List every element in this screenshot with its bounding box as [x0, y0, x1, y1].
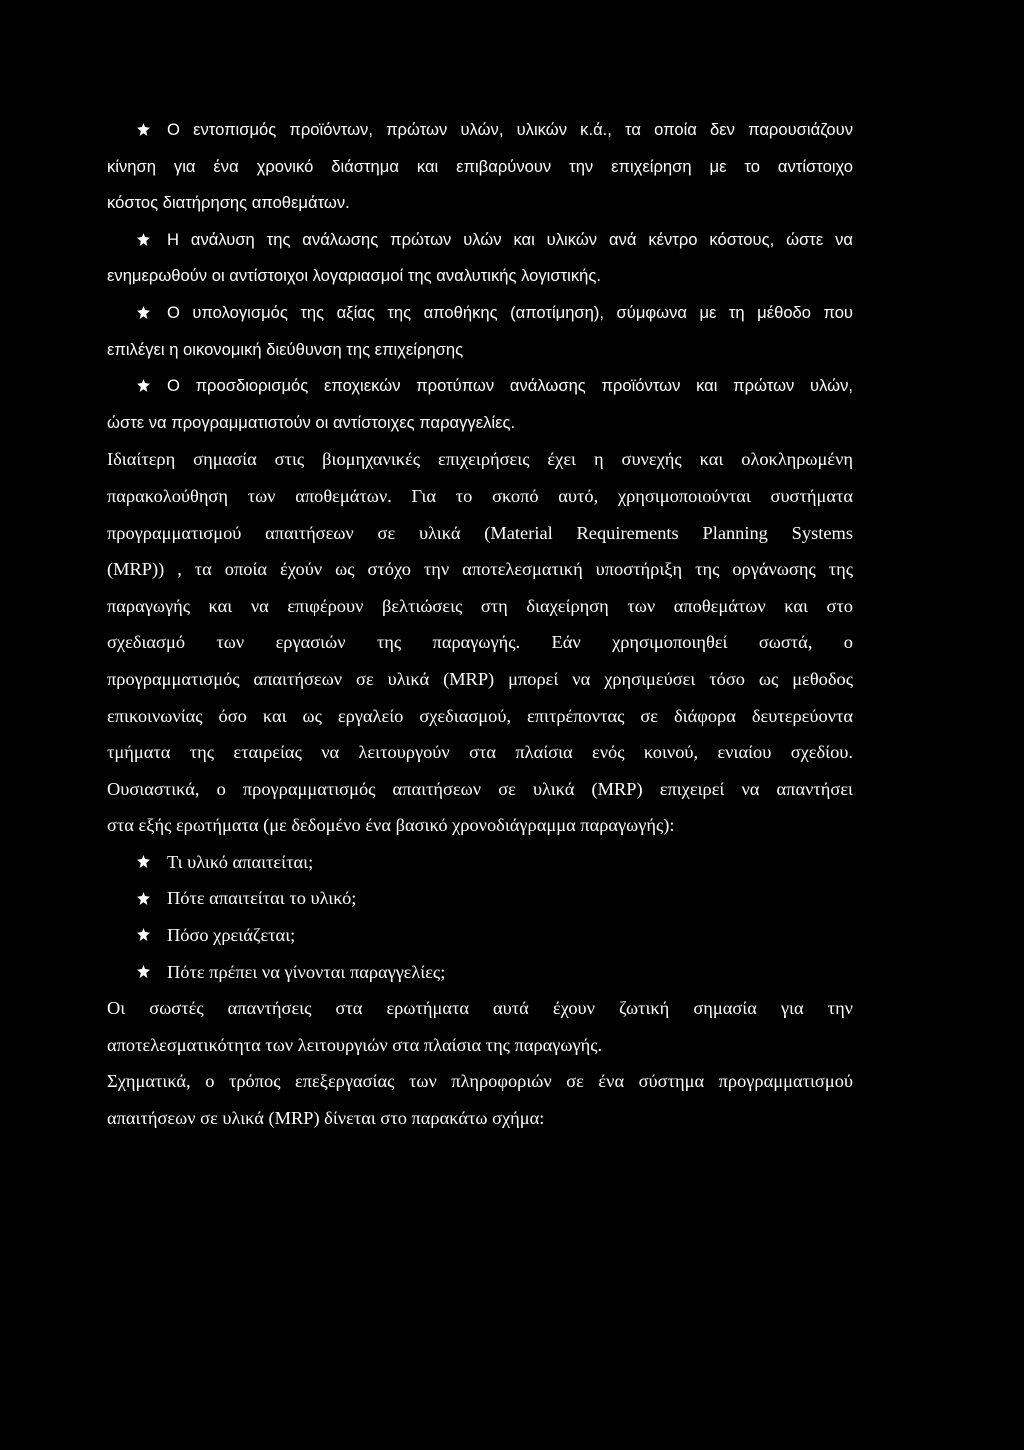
bullet-item-3-line-1: Ο υπολογισμός της αξίας της αποθήκης (αποτίμηση), σύμφωνα με τη μέθοδο που [107, 295, 853, 332]
paragraph-line: σχεδιασμό των εργασιών της παραγωγής. Εάν χρησιμοποιηθεί σωστά, ο [107, 632, 853, 653]
bullet-item-1-line-1: Ο εντοπισμός προϊόντων, πρώτων υλών, υλικών κ.ά., τα οποία δεν παρουσιάζουν [107, 112, 853, 149]
star-bullet-icon [137, 379, 150, 392]
star-bullet-icon [137, 965, 150, 978]
paragraph-line: προγραμματισμός απαιτήσεων σε υλικά (MRP) μπορεί να χρησιμεύσει τόσο ως μεθοδος [107, 668, 853, 689]
paragraph-line: αποτελεσματικότητα των λειτουργιών στα πλαίσια της παραγωγής. [107, 1034, 603, 1055]
star-bullet-icon [137, 928, 150, 941]
question-item-3: Πόσο χρειάζεται; [107, 917, 853, 954]
bullet-item-3-line-2: επιλέγει η οικονομική διεύθυνση της επιχείρησης [107, 339, 464, 359]
paragraph-mrp [107, 441, 853, 844]
bullet-item-2-line-1: Η ανάλυση της ανάλωσης πρώτων υλών και υλικών ανά κέντρο κόστους, ώστε να [107, 222, 853, 259]
question-item-1: Τι υλικό απαιτείται; [107, 844, 853, 881]
bullet-list-questions [107, 844, 853, 990]
bullet-item-1-line-3: κόστος διατήρησης αποθεμάτων. [107, 193, 350, 213]
bullet-item-2-line-2: ενημερωθούν οι αντίστοιχοι λογαριασμοί της αναλυτικής λογιστικής. [107, 266, 601, 286]
document-body [107, 112, 853, 1137]
paragraph-line: Οι σωστές απαντήσεις στα ερωτήματα αυτά έχουν ζωτική σημασία για την [107, 998, 853, 1019]
star-bullet-icon [137, 855, 150, 868]
paragraph-line: παραγωγής και να επιφέρουν βελτιώσεις στη διαχείρηση των αποθεμάτων και στο [107, 595, 853, 616]
paragraph-line: (MRP)) , τα οποία έχούν ως στόχο την αποτελεσματική υποστήριξη της οργάνωσης της [107, 559, 853, 580]
star-bullet-icon [137, 123, 150, 136]
star-bullet-icon [137, 892, 150, 905]
paragraph-line: Ουσιαστικά, ο προγραμματισμός απαιτήσεων σε υλικά (MRP) επιχειρεί να απαντήσει [107, 778, 853, 799]
bullet-list-top [107, 112, 853, 441]
paragraph-line: Σχηματικά, ο τρόπος επεξεργασίας των πληροφοριών σε ένα σύστημα προγραμματισμού [107, 1071, 853, 1092]
question-item-4: Πότε πρέπει να γίνονται παραγγελίες; [107, 954, 853, 991]
star-bullet-icon [137, 306, 150, 319]
paragraph-line: τμήματα της εταιρείας να λειτουργούν στα πλαίσια ενός κοινού, ενιαίου σχεδίου. [107, 742, 853, 763]
question-item-2: Πότε απαιτείται το υλικό; [107, 880, 853, 917]
paragraph-line: προγραμματισμού απαιτήσεων σε υλικά (Material Requirements Planning Systems [107, 522, 853, 543]
paragraph-line: παρακολούθηση των αποθεμάτων. Για το σκοπό αυτό, χρησιμοποιούνται συστήματα [107, 485, 853, 506]
paragraph-line: Ιδιαίτερη σημασία στις βιομηχανικές επιχειρήσεις έχει η συνεχής και ολοκληρωμένη [107, 449, 853, 470]
paragraph-line: απαιτήσεων σε υλικά (MRP) δίνεται στο παρακάτω σχήμα: [107, 1108, 545, 1129]
bullet-item-1-line-2: κίνηση για ένα χρονικό διάστημα και επιβαρύνουν την επιχείρηση με το αντίστοιχο [107, 156, 853, 176]
bullet-item-4-line-1: Ο προσδιορισμός εποχιεκών προτύπων ανάλωσης προϊόντων και πρώτων υλών, [107, 368, 853, 405]
star-bullet-icon [137, 233, 150, 246]
bullet-item-4-line-2: ώστε να προγραμματιστούν οι αντίστοιχες παραγγελίες. [107, 412, 516, 432]
paragraph-schema [107, 1063, 853, 1136]
paragraph-answers [107, 990, 853, 1063]
paragraph-line: στα εξής ερωτήματα (με δεδομένο ένα βασικό χρονοδιάγραμμα παραγωγής): [107, 815, 675, 836]
paragraph-line: επικοινωνίας όσο και ως εργαλείο σχεδιασμού, επιτρέποντας σε διάφορα δευτερεύοντα [107, 705, 853, 726]
